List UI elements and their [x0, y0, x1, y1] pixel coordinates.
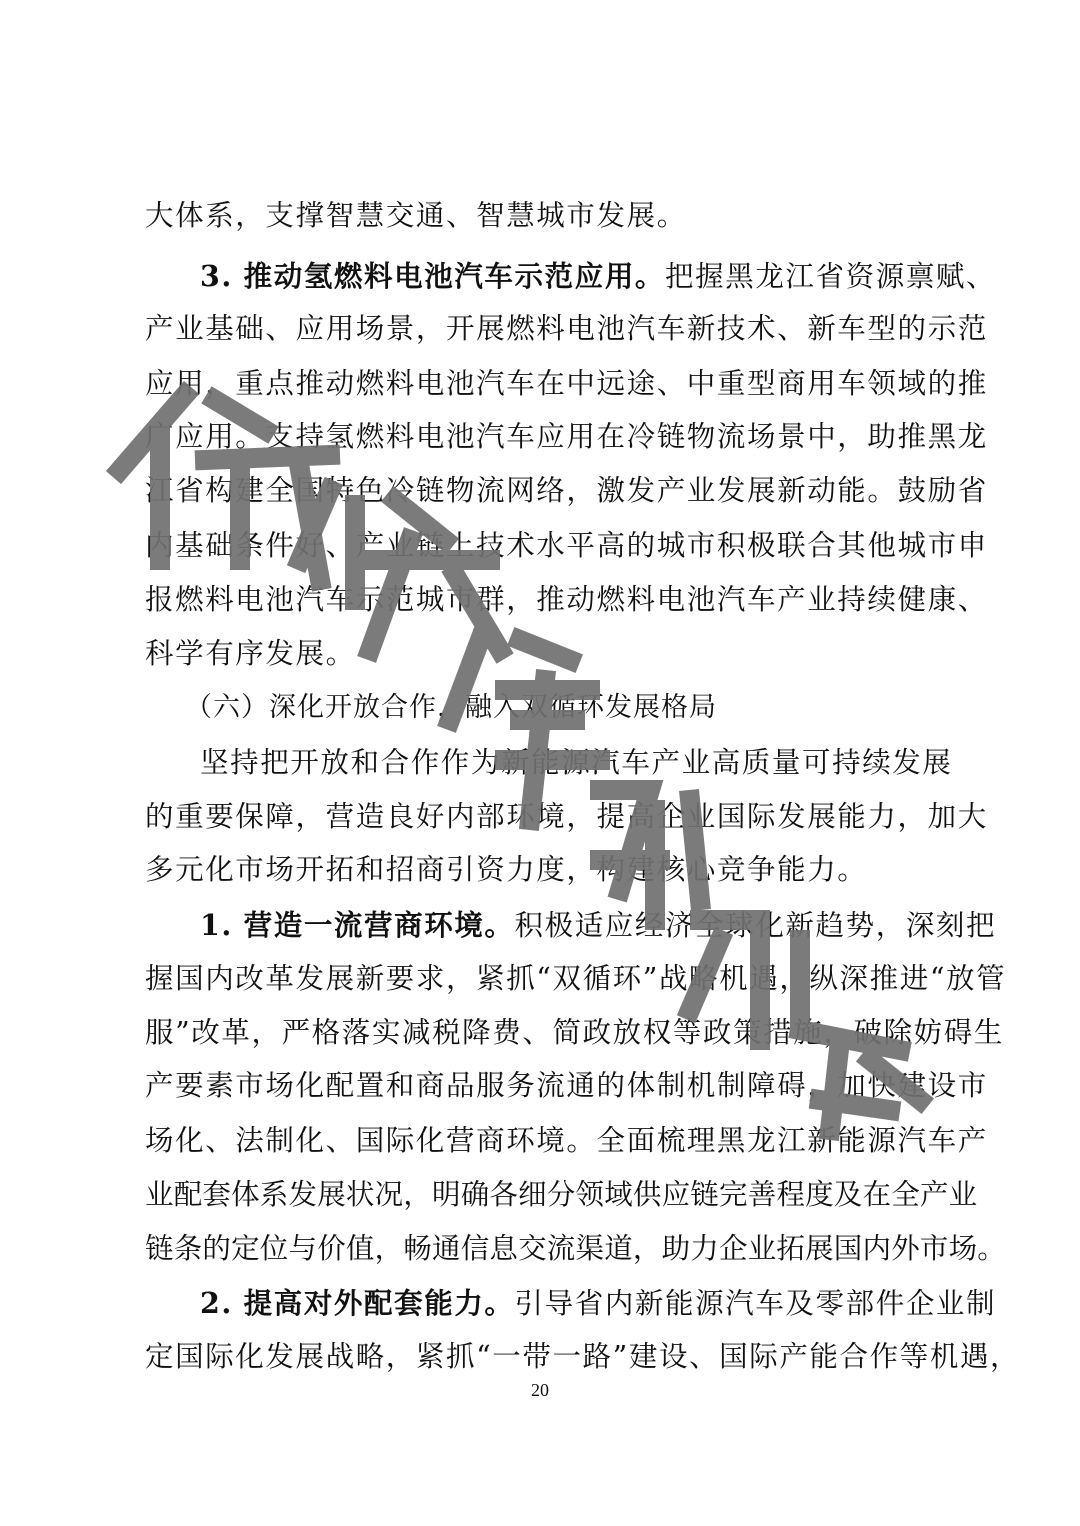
- paragraph-line: 链条的定位与价值，畅通信息交流渠道，助力企业拓展国内外市场。: [145, 1232, 1007, 1265]
- paragraph-line: 内基础条件好、产业链上技术水平高的城市积极联合其他城市申: [145, 529, 988, 562]
- paragraph-line: 产业基础、应用场景，开展燃料电池汽车新技术、新车型的示范: [145, 312, 988, 345]
- paragraph-line: 服”改革，严格落实减税降费、简政放权等政策措施，破除妨碍生: [145, 1016, 1004, 1049]
- section-heading-line: [200, 1285, 997, 1322]
- heading-number: 2.: [200, 1286, 233, 1320]
- paragraph-line: 握国内改革发展新要求，紧抓“双循环”战略机遇，纵深推进“放管: [145, 962, 1007, 995]
- paragraph-line: 应用，重点推动燃料电池汽车在中远途、中重型商用车领域的推: [145, 367, 988, 400]
- paragraph-line: 定国际化发展战略，紧抓“一带一路”建设、国际产能合作等机遇，: [145, 1340, 1021, 1373]
- paragraph-line: 的重要保障，营造良好内部环境，提高企业国际发展能力，加大: [145, 800, 988, 833]
- paragraph-line: 多元化市场开拓和招商引资力度，构建核心竞争能力。: [145, 853, 868, 886]
- paragraph-line: 产要素市场化配置和商品服务流通的体制机制障碍，加快建设市: [145, 1069, 988, 1102]
- paragraph-text: 引导省内新能源汽车及零部件企业制: [514, 1287, 997, 1320]
- paragraph-line: 江省构建全国特色冷链物流网络，激发产业发展新动能。鼓励省: [145, 474, 988, 507]
- heading-title: 推动氢燃料电池汽车示范应用。: [243, 259, 666, 293]
- subsection-heading: （六）深化开放合作，融入双循环发展格局: [185, 692, 717, 723]
- paragraph-line: 报燃料电池汽车示范城市群，推动燃料电池汽车产业持续健康、: [145, 583, 988, 616]
- heading-number: 3.: [200, 259, 233, 293]
- paragraph-line: 广应用。支持氢燃料电池汽车应用在冷链物流场景中，助推黑龙: [145, 420, 988, 453]
- paragraph-line: 场化、法制化、国际化营商环境。全面梳理黑龙江新能源汽车产: [145, 1124, 988, 1157]
- paragraph-line: 科学有序发展。: [145, 637, 356, 670]
- paragraph-text: 积极适应经济全球化新趋势，深刻把: [514, 909, 997, 942]
- heading-number: 1.: [200, 908, 233, 942]
- paragraph-line: 坚持把开放和合作作为新能源汽车产业高质量可持续发展: [200, 746, 953, 779]
- heading-title: 提高对外配套能力。: [243, 1286, 515, 1320]
- section-heading-line: [200, 258, 997, 295]
- page-number: 20: [531, 1380, 549, 1400]
- paragraph-line: 业配套体系发展状况，明确各细分领域供应链完善程度及在全产业: [145, 1178, 978, 1211]
- paragraph-line: 大体系，支撑智慧交通、智慧城市发展。: [145, 199, 687, 232]
- heading-title: 营造一流营商环境。: [243, 908, 515, 942]
- section-heading-line: [200, 907, 997, 944]
- paragraph-text: 把握黑龙江省资源禀赋、: [665, 260, 997, 293]
